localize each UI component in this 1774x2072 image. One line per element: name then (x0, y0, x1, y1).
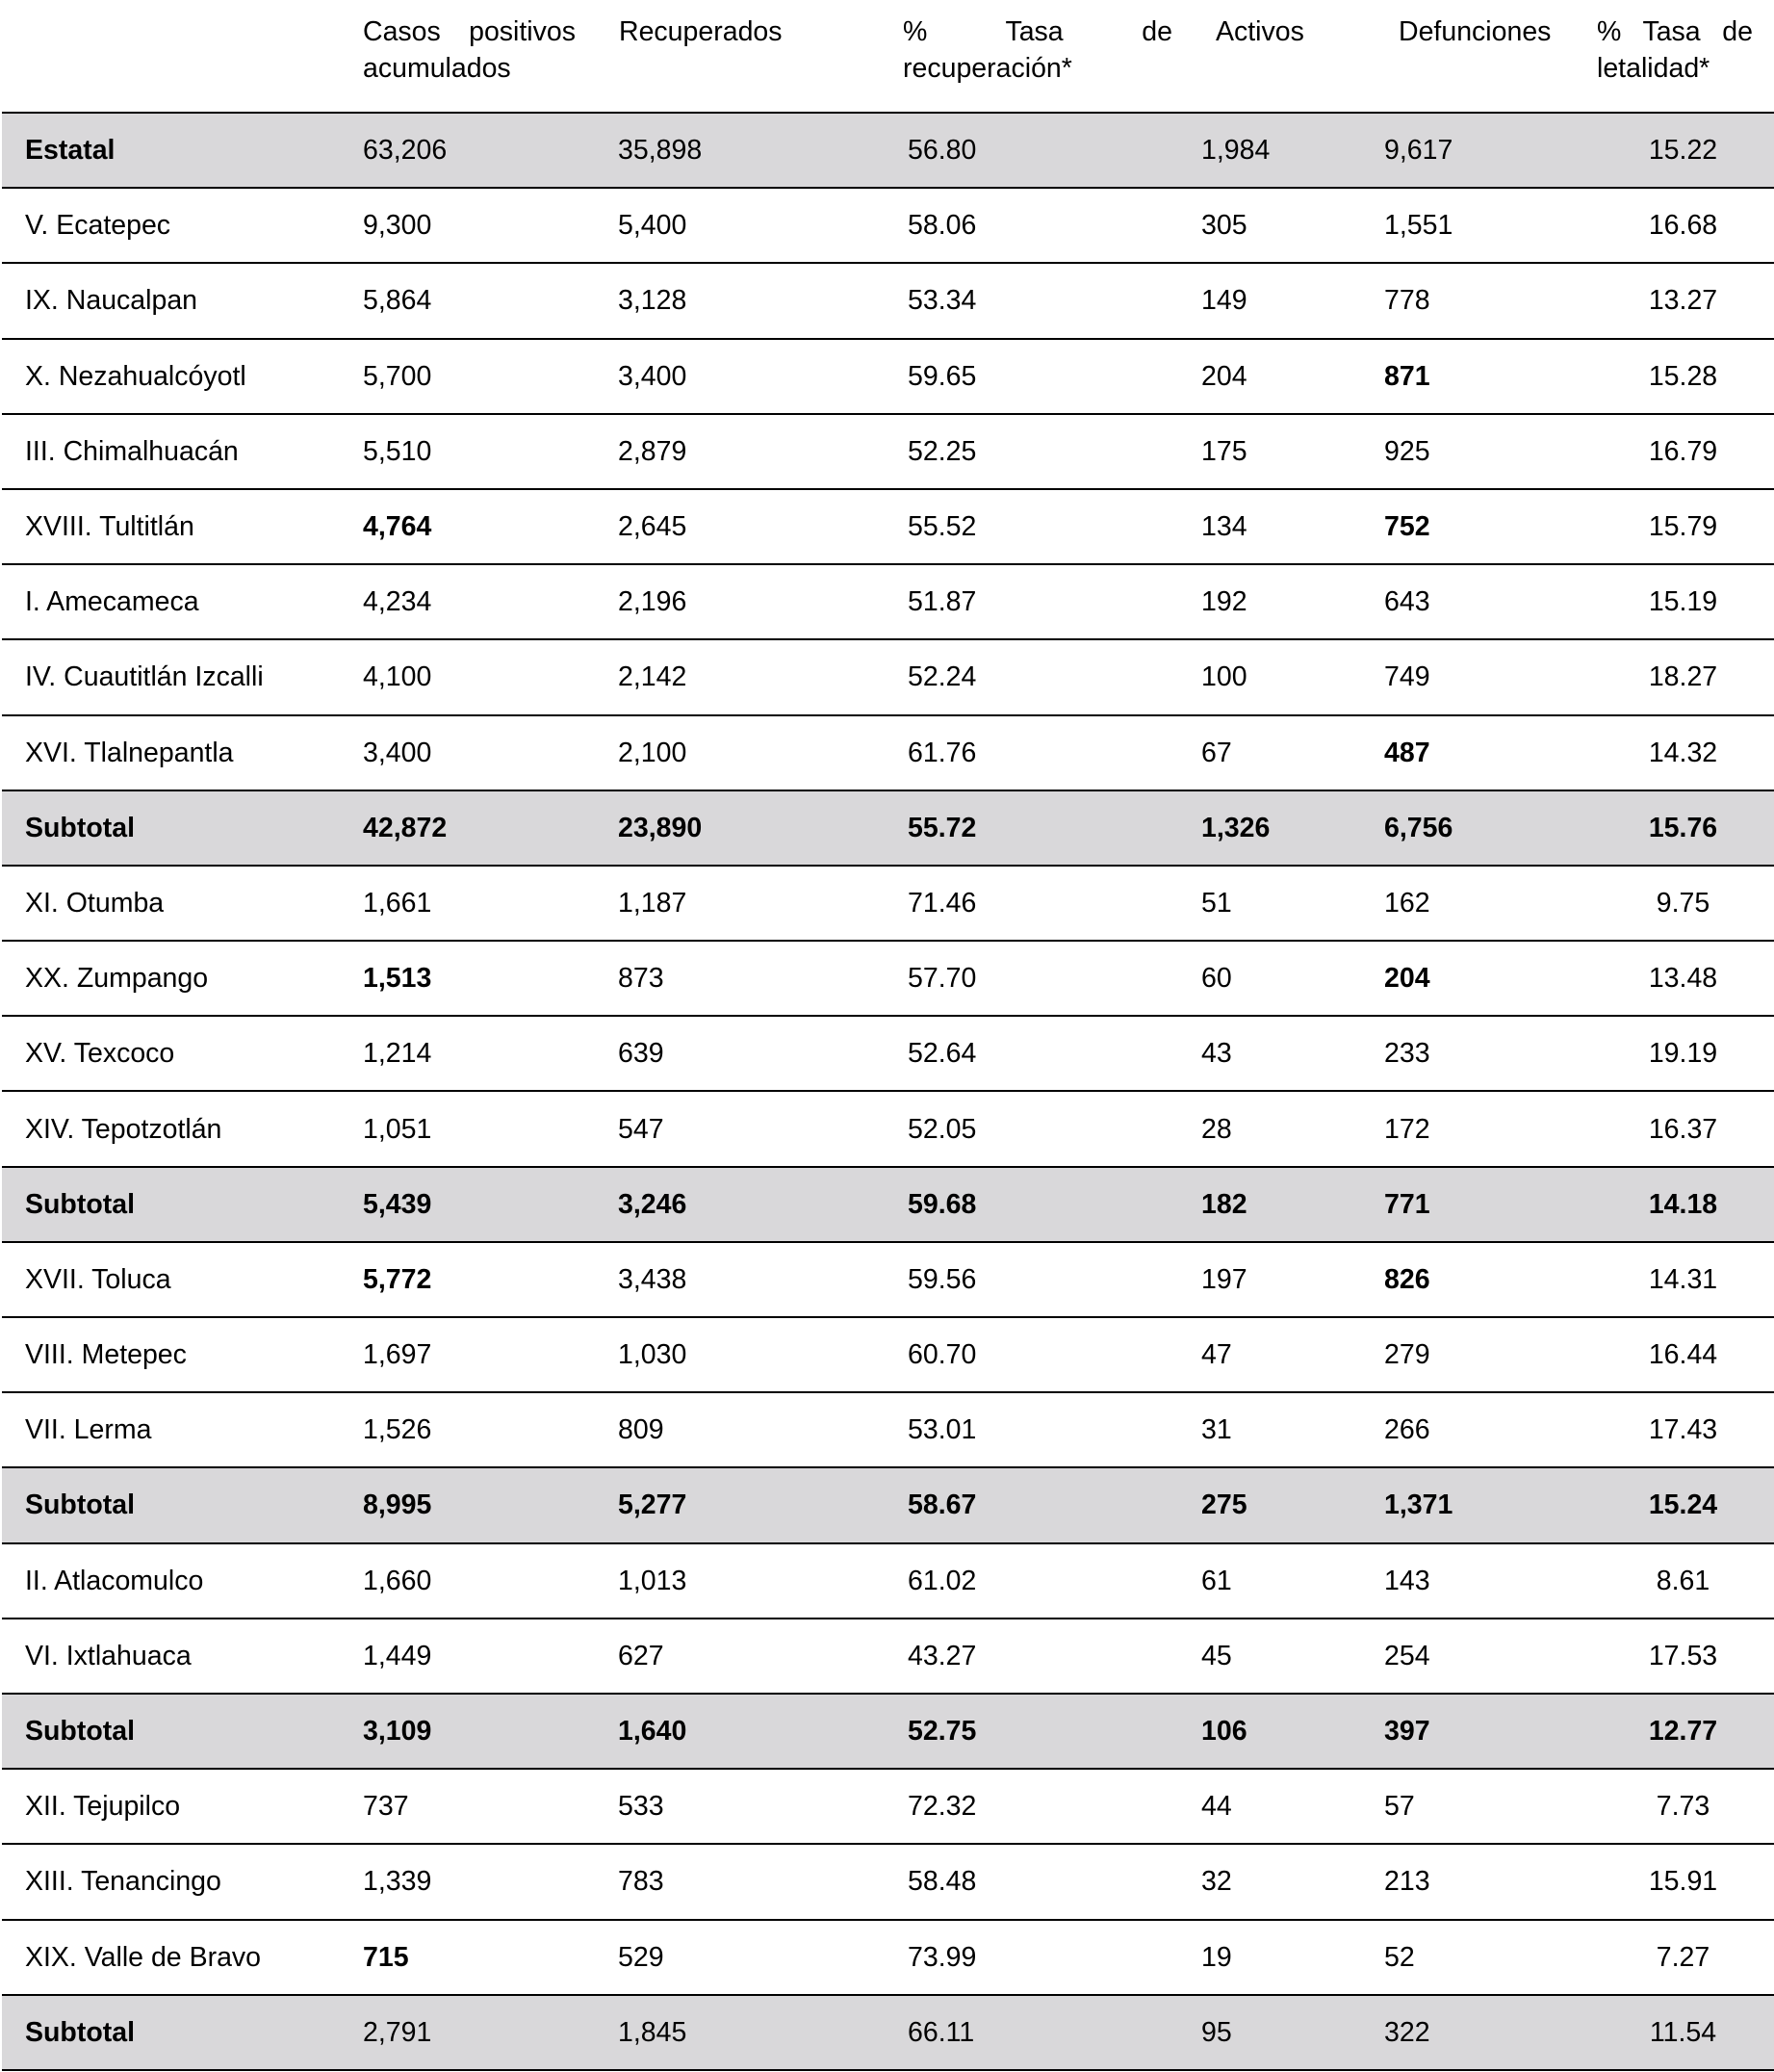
recovered-cell: 1,845 (595, 1995, 879, 2070)
active-cell: 204 (1192, 339, 1375, 414)
active-cell: 100 (1192, 639, 1375, 714)
recovered-cell: 639 (595, 1016, 879, 1091)
recovered-cell: 3,246 (595, 1167, 879, 1242)
table-row (2, 1769, 1774, 1844)
recovery-rate-cell: 61.02 (879, 1543, 1192, 1619)
table-row (2, 564, 1774, 639)
table-row (2, 941, 1774, 1016)
jurisdiction-cell: Subtotal (2, 1467, 339, 1542)
jurisdiction-cell: II. Atlacomulco (2, 1543, 339, 1619)
deaths-cell: 52 (1375, 1920, 1573, 1995)
deaths-cell: 397 (1375, 1694, 1573, 1769)
table-row (2, 263, 1774, 338)
recovered-cell: 3,128 (595, 263, 879, 338)
positive-cases-cell: 5,864 (339, 263, 595, 338)
fatality-rate-cell: 17.53 (1573, 1619, 1774, 1694)
jurisdiction-cell: XIII. Tenancingo (2, 1844, 339, 1919)
active-cell: 192 (1192, 564, 1375, 639)
deaths-cell: 6,756 (1375, 790, 1573, 866)
deaths-cell: 204 (1375, 941, 1573, 1016)
jurisdiction-cell: VII. Lerma (2, 1392, 339, 1467)
table-row (2, 339, 1774, 414)
positive-cases-cell: 1,697 (339, 1317, 595, 1392)
jurisdiction-cell: Estatal (2, 113, 339, 188)
recovery-rate-cell: 53.01 (879, 1392, 1192, 1467)
fatality-rate-cell: 17.43 (1573, 1392, 1774, 1467)
positive-cases-cell: 4,764 (339, 489, 595, 564)
recovered-cell: 3,438 (595, 1242, 879, 1317)
active-cell: 197 (1192, 1242, 1375, 1317)
covid-jurisdiction-table (2, 0, 1774, 2071)
fatality-rate-cell: 18.27 (1573, 639, 1774, 714)
header-deaths: Defunciones (1375, 0, 1573, 113)
recovered-cell: 1,187 (595, 866, 879, 941)
table-row (2, 1619, 1774, 1694)
table-row (2, 1317, 1774, 1392)
recovery-rate-cell: 56.80 (879, 113, 1192, 188)
positive-cases-cell: 1,526 (339, 1392, 595, 1467)
table-row (2, 1016, 1774, 1091)
table-row (2, 1242, 1774, 1317)
fatality-rate-cell: 15.24 (1573, 1467, 1774, 1542)
table-row (2, 1920, 1774, 1995)
recovered-cell: 1,030 (595, 1317, 879, 1392)
deaths-cell: 771 (1375, 1167, 1573, 1242)
deaths-cell: 233 (1375, 1016, 1573, 1091)
active-cell: 43 (1192, 1016, 1375, 1091)
active-cell: 182 (1192, 1167, 1375, 1242)
recovered-cell: 5,277 (595, 1467, 879, 1542)
active-cell: 60 (1192, 941, 1375, 1016)
recovery-rate-cell: 58.06 (879, 188, 1192, 263)
fatality-rate-cell: 16.68 (1573, 188, 1774, 263)
jurisdiction-cell: V. Ecatepec (2, 188, 339, 263)
subtotal-row (2, 1694, 1774, 1769)
deaths-cell: 254 (1375, 1619, 1573, 1694)
table-row (2, 414, 1774, 489)
recovery-rate-cell: 52.75 (879, 1694, 1192, 1769)
active-cell: 175 (1192, 414, 1375, 489)
jurisdiction-cell: Subtotal (2, 1167, 339, 1242)
recovered-cell: 783 (595, 1844, 879, 1919)
recovered-cell: 2,196 (595, 564, 879, 639)
deaths-cell: 322 (1375, 1995, 1573, 2070)
fatality-rate-cell: 11.54 (1573, 1995, 1774, 2070)
fatality-rate-cell: 16.79 (1573, 414, 1774, 489)
positive-cases-cell: 9,300 (339, 188, 595, 263)
jurisdiction-cell: XX. Zumpango (2, 941, 339, 1016)
header-recovered: Recuperados (595, 0, 879, 113)
active-cell: 1,984 (1192, 113, 1375, 188)
subtotal-row (2, 113, 1774, 188)
fatality-rate-cell: 14.31 (1573, 1242, 1774, 1317)
positive-cases-cell: 5,700 (339, 339, 595, 414)
jurisdiction-cell: X. Nezahualcóyotl (2, 339, 339, 414)
table-row (2, 489, 1774, 564)
header-positive-cases: Casos positivos acumulados (339, 0, 595, 113)
fatality-rate-cell: 14.32 (1573, 715, 1774, 790)
positive-cases-cell: 1,339 (339, 1844, 595, 1919)
deaths-cell: 752 (1375, 489, 1573, 564)
subtotal-row (2, 1467, 1774, 1542)
deaths-cell: 266 (1375, 1392, 1573, 1467)
fatality-rate-cell: 8.61 (1573, 1543, 1774, 1619)
recovered-cell: 2,645 (595, 489, 879, 564)
header-active: Activos (1192, 0, 1375, 113)
positive-cases-cell: 2,791 (339, 1995, 595, 2070)
table-row (2, 1392, 1774, 1467)
active-cell: 95 (1192, 1995, 1375, 2070)
deaths-cell: 162 (1375, 866, 1573, 941)
table-body (2, 113, 1774, 2070)
recovered-cell: 627 (595, 1619, 879, 1694)
fatality-rate-cell: 15.28 (1573, 339, 1774, 414)
deaths-cell: 172 (1375, 1091, 1573, 1166)
positive-cases-cell: 8,995 (339, 1467, 595, 1542)
deaths-cell: 778 (1375, 263, 1573, 338)
table-row (2, 188, 1774, 263)
recovery-rate-cell: 66.11 (879, 1995, 1192, 2070)
recovered-cell: 2,100 (595, 715, 879, 790)
deaths-cell: 925 (1375, 414, 1573, 489)
recovery-rate-cell: 59.68 (879, 1167, 1192, 1242)
active-cell: 32 (1192, 1844, 1375, 1919)
recovery-rate-cell: 72.32 (879, 1769, 1192, 1844)
recovered-cell: 2,142 (595, 639, 879, 714)
recovered-cell: 3,400 (595, 339, 879, 414)
active-cell: 275 (1192, 1467, 1375, 1542)
active-cell: 134 (1192, 489, 1375, 564)
subtotal-row (2, 1995, 1774, 2070)
fatality-rate-cell: 7.27 (1573, 1920, 1774, 1995)
positive-cases-cell: 4,234 (339, 564, 595, 639)
jurisdiction-cell: I. Amecameca (2, 564, 339, 639)
recovery-rate-cell: 53.34 (879, 263, 1192, 338)
fatality-rate-cell: 15.19 (1573, 564, 1774, 639)
header-fatality-rate: % Tasa de letalidad* (1573, 0, 1774, 113)
positive-cases-cell: 3,400 (339, 715, 595, 790)
recovered-cell: 1,640 (595, 1694, 879, 1769)
recovered-cell: 547 (595, 1091, 879, 1166)
subtotal-row (2, 790, 1774, 866)
positive-cases-cell: 3,109 (339, 1694, 595, 1769)
recovery-rate-cell: 52.05 (879, 1091, 1192, 1166)
recovered-cell: 35,898 (595, 113, 879, 188)
header-row (2, 0, 1774, 113)
recovery-rate-cell: 43.27 (879, 1619, 1192, 1694)
fatality-rate-cell: 13.27 (1573, 263, 1774, 338)
recovery-rate-cell: 52.25 (879, 414, 1192, 489)
fatality-rate-cell: 12.77 (1573, 1694, 1774, 1769)
jurisdiction-cell: XIV. Tepotzotlán (2, 1091, 339, 1166)
jurisdiction-cell: VI. Ixtlahuaca (2, 1619, 339, 1694)
jurisdiction-cell: III. Chimalhuacán (2, 414, 339, 489)
active-cell: 149 (1192, 263, 1375, 338)
positive-cases-cell: 63,206 (339, 113, 595, 188)
positive-cases-cell: 1,051 (339, 1091, 595, 1166)
table-row (2, 866, 1774, 941)
deaths-cell: 1,551 (1375, 188, 1573, 263)
positive-cases-cell: 737 (339, 1769, 595, 1844)
positive-cases-cell: 42,872 (339, 790, 595, 866)
positive-cases-cell: 5,772 (339, 1242, 595, 1317)
recovered-cell: 809 (595, 1392, 879, 1467)
deaths-cell: 9,617 (1375, 113, 1573, 188)
jurisdiction-cell: XII. Tejupilco (2, 1769, 339, 1844)
positive-cases-cell: 1,513 (339, 941, 595, 1016)
positive-cases-cell: 4,100 (339, 639, 595, 714)
recovered-cell: 533 (595, 1769, 879, 1844)
positive-cases-cell: 715 (339, 1920, 595, 1995)
recovery-rate-cell: 55.72 (879, 790, 1192, 866)
positive-cases-cell: 5,510 (339, 414, 595, 489)
jurisdiction-cell: XI. Otumba (2, 866, 339, 941)
fatality-rate-cell: 9.75 (1573, 866, 1774, 941)
active-cell: 19 (1192, 1920, 1375, 1995)
recovery-rate-cell: 59.56 (879, 1242, 1192, 1317)
jurisdiction-cell: XV. Texcoco (2, 1016, 339, 1091)
deaths-cell: 57 (1375, 1769, 1573, 1844)
recovery-rate-cell: 59.65 (879, 339, 1192, 414)
subtotal-row (2, 1167, 1774, 1242)
fatality-rate-cell: 16.44 (1573, 1317, 1774, 1392)
jurisdiction-cell: XVI. Tlalnepantla (2, 715, 339, 790)
fatality-rate-cell: 15.22 (1573, 113, 1774, 188)
table-row (2, 715, 1774, 790)
recovery-rate-cell: 55.52 (879, 489, 1192, 564)
table-row (2, 1543, 1774, 1619)
deaths-cell: 213 (1375, 1844, 1573, 1919)
deaths-cell: 487 (1375, 715, 1573, 790)
jurisdiction-cell: XVIII. Tultitlán (2, 489, 339, 564)
recovery-rate-cell: 61.76 (879, 715, 1192, 790)
recovery-rate-cell: 52.64 (879, 1016, 1192, 1091)
fatality-rate-cell: 15.79 (1573, 489, 1774, 564)
jurisdiction-cell: Subtotal (2, 1995, 339, 2070)
recovered-cell: 873 (595, 941, 879, 1016)
positive-cases-cell: 5,439 (339, 1167, 595, 1242)
table-row (2, 1844, 1774, 1919)
header-recovery-rate: % Tasa de recuperación* (879, 0, 1192, 113)
deaths-cell: 643 (1375, 564, 1573, 639)
recovered-cell: 529 (595, 1920, 879, 1995)
jurisdiction-cell: IX. Naucalpan (2, 263, 339, 338)
positive-cases-cell: 1,660 (339, 1543, 595, 1619)
fatality-rate-cell: 14.18 (1573, 1167, 1774, 1242)
jurisdiction-cell: IV. Cuautitlán Izcalli (2, 639, 339, 714)
active-cell: 1,326 (1192, 790, 1375, 866)
recovery-rate-cell: 73.99 (879, 1920, 1192, 1995)
deaths-cell: 826 (1375, 1242, 1573, 1317)
fatality-rate-cell: 7.73 (1573, 1769, 1774, 1844)
deaths-cell: 279 (1375, 1317, 1573, 1392)
recovery-rate-cell: 52.24 (879, 639, 1192, 714)
deaths-cell: 1,371 (1375, 1467, 1573, 1542)
active-cell: 51 (1192, 866, 1375, 941)
active-cell: 67 (1192, 715, 1375, 790)
recovery-rate-cell: 71.46 (879, 866, 1192, 941)
active-cell: 61 (1192, 1543, 1375, 1619)
table-row (2, 1091, 1774, 1166)
jurisdiction-cell: Subtotal (2, 790, 339, 866)
active-cell: 45 (1192, 1619, 1375, 1694)
active-cell: 47 (1192, 1317, 1375, 1392)
active-cell: 44 (1192, 1769, 1375, 1844)
recovery-rate-cell: 51.87 (879, 564, 1192, 639)
deaths-cell: 871 (1375, 339, 1573, 414)
recovery-rate-cell: 58.48 (879, 1844, 1192, 1919)
table-row (2, 639, 1774, 714)
active-cell: 28 (1192, 1091, 1375, 1166)
deaths-cell: 749 (1375, 639, 1573, 714)
jurisdiction-cell: XVII. Toluca (2, 1242, 339, 1317)
active-cell: 31 (1192, 1392, 1375, 1467)
recovery-rate-cell: 58.67 (879, 1467, 1192, 1542)
jurisdiction-cell: XIX. Valle de Bravo (2, 1920, 339, 1995)
fatality-rate-cell: 15.76 (1573, 790, 1774, 866)
fatality-rate-cell: 13.48 (1573, 941, 1774, 1016)
positive-cases-cell: 1,661 (339, 866, 595, 941)
recovered-cell: 5,400 (595, 188, 879, 263)
recovery-rate-cell: 57.70 (879, 941, 1192, 1016)
active-cell: 106 (1192, 1694, 1375, 1769)
active-cell: 305 (1192, 188, 1375, 263)
positive-cases-cell: 1,449 (339, 1619, 595, 1694)
header-jurisdiction (2, 0, 339, 113)
recovered-cell: 2,879 (595, 414, 879, 489)
fatality-rate-cell: 19.19 (1573, 1016, 1774, 1091)
recovery-rate-cell: 60.70 (879, 1317, 1192, 1392)
fatality-rate-cell: 15.91 (1573, 1844, 1774, 1919)
jurisdiction-cell: VIII. Metepec (2, 1317, 339, 1392)
fatality-rate-cell: 16.37 (1573, 1091, 1774, 1166)
deaths-cell: 143 (1375, 1543, 1573, 1619)
jurisdiction-cell: Subtotal (2, 1694, 339, 1769)
recovered-cell: 1,013 (595, 1543, 879, 1619)
recovered-cell: 23,890 (595, 790, 879, 866)
positive-cases-cell: 1,214 (339, 1016, 595, 1091)
